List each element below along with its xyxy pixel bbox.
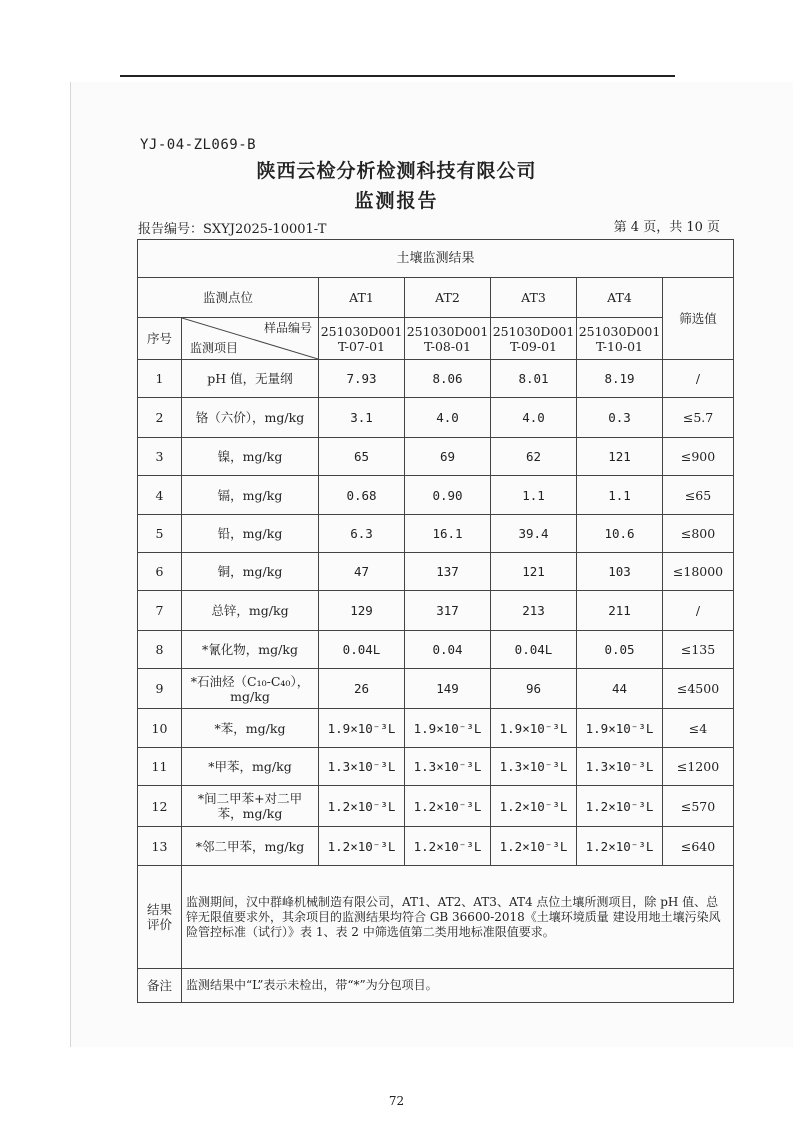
row-value: 121 [491,553,577,591]
sample-id: 251030D001 T-07-01 [319,318,405,360]
conclusion-row [138,866,734,969]
row-no: 10 [138,709,182,748]
row-value: 1.9×10⁻³L [319,709,405,748]
row-value: 121 [577,438,663,476]
row-value: 103 [577,553,663,591]
row-value: 1.3×10⁻³L [405,748,491,786]
table-row [138,398,734,438]
row-value: 0.04L [319,631,405,669]
row-value: 0.3 [577,398,663,438]
row-limit: ≤5.7 [663,398,734,438]
remark-row [138,969,734,1003]
row-value: 62 [491,438,577,476]
row-value: 1.2×10⁻³L [319,827,405,866]
sample-id: 251030D001 T-10-01 [577,318,663,360]
row-no: 12 [138,786,182,827]
table-row [138,786,734,827]
page-number: 72 [388,1094,405,1108]
table-row [138,438,734,476]
table-row [138,669,734,709]
point-at2: AT2 [405,278,491,318]
row-item: *间二甲苯+对二甲 苯，mg/kg [182,786,319,827]
row-limit: ≤4500 [663,669,734,709]
row-value: 1.2×10⁻³L [577,786,663,827]
row-value: 1.9×10⁻³L [491,709,577,748]
row-item: *邻二甲苯，mg/kg [182,827,319,866]
row-value: 129 [319,591,405,631]
row-no: 5 [138,515,182,553]
row-value: 3.1 [319,398,405,438]
row-value: 1.2×10⁻³L [491,786,577,827]
point-at1: AT1 [319,278,405,318]
conclusion-text: 监测期间，汉中群峰机械制造有限公司，AT1、AT2、AT3、AT4 点位土壤所测项目，除 pH 值、总锌无限值要求外，其余项目的监测结果均符合 GB 36600-2018《土壤环境质量 建设用地土壤污染风险管控标准（试行）》表 1、表 2 中筛选值第二类用地标准限值要求。 [182,866,734,969]
point-at4: AT4 [577,278,663,318]
table-row [138,827,734,866]
row-value: 1.9×10⁻³L [577,709,663,748]
row-value: 1.3×10⁻³L [577,748,663,786]
row-value: 8.01 [491,360,577,398]
row-value: 7.93 [319,360,405,398]
row-limit: ≤640 [663,827,734,866]
row-value: 1.3×10⁻³L [319,748,405,786]
row-item: pH 值，无量纲 [182,360,319,398]
row-value: 1.9×10⁻³L [405,709,491,748]
conclusion-label: 结果 评价 [138,866,182,969]
row-value: 1.2×10⁻³L [319,786,405,827]
top-rule [120,75,675,77]
row-value: 1.2×10⁻³L [577,827,663,866]
table-row [138,631,734,669]
sample-id: 251030D001 T-09-01 [491,318,577,360]
row-value: 1.2×10⁻³L [405,786,491,827]
row-item: *氰化物，mg/kg [182,631,319,669]
row-value: 8.19 [577,360,663,398]
row-item: 镍，mg/kg [182,438,319,476]
row-value: 213 [491,591,577,631]
page-info: 第 4 页，共 10 页 [613,220,720,235]
row-value: 6.3 [319,515,405,553]
screen-value-header: 筛选值 [663,278,734,360]
row-limit: ≤4 [663,709,734,748]
row-value: 0.90 [405,476,491,515]
row-value: 0.68 [319,476,405,515]
row-value: 39.4 [491,515,577,553]
row-value: 8.06 [405,360,491,398]
row-item: *石油烃（C₁₀-C₄₀）， mg/kg [182,669,319,709]
point-label: 监测点位 [138,278,319,318]
row-value: 211 [577,591,663,631]
table-row [138,360,734,398]
row-value: 4.0 [491,398,577,438]
row-value: 10.6 [577,515,663,553]
row-no: 8 [138,631,182,669]
row-limit: ≤65 [663,476,734,515]
row-value: 137 [405,553,491,591]
row-value: 1.2×10⁻³L [405,827,491,866]
row-item: *苯，mg/kg [182,709,319,748]
row-limit: ≤900 [663,438,734,476]
row-value: 1.3×10⁻³L [491,748,577,786]
table-row [138,591,734,631]
point-at3: AT3 [491,278,577,318]
sample-label: 样品编号 [263,321,312,335]
report-number: 报告编号：SXYJ2025-10001-T [138,222,327,237]
seq-header: 序号 [138,318,182,360]
diagonal-header [182,318,319,360]
section-title: 土壤监测结果 [138,240,734,278]
doc-code: YJ-04-ZL069-B [140,137,257,153]
row-no: 1 [138,360,182,398]
row-item: 镉，mg/kg [182,476,319,515]
row-item: 铬（六价），mg/kg [182,398,319,438]
row-value: 96 [491,669,577,709]
row-no: 7 [138,591,182,631]
table-row [138,476,734,515]
report-title: 监测报告 [354,190,439,212]
row-item: 总锌，mg/kg [182,591,319,631]
row-value: 26 [319,669,405,709]
remark-label: 备注 [138,969,182,1003]
row-value: 65 [319,438,405,476]
row-value: 44 [577,669,663,709]
row-no: 11 [138,748,182,786]
row-item: *甲苯，mg/kg [182,748,319,786]
row-limit: ≤1200 [663,748,734,786]
row-value: 1.1 [577,476,663,515]
row-value: 0.04L [491,631,577,669]
table-row [138,515,734,553]
row-no: 4 [138,476,182,515]
sample-id: 251030D001 T-08-01 [405,318,491,360]
row-value: 69 [405,438,491,476]
row-value: 16.1 [405,515,491,553]
row-value: 149 [405,669,491,709]
row-value: 317 [405,591,491,631]
table-row [138,553,734,591]
row-limit: ≤135 [663,631,734,669]
company-name: 陕西云检分析检测科技有限公司 [256,160,537,182]
row-no: 6 [138,553,182,591]
row-no: 9 [138,669,182,709]
row-value: 0.05 [577,631,663,669]
item-label: 监测项目 [190,341,239,355]
row-no: 3 [138,438,182,476]
row-item: 铜，mg/kg [182,553,319,591]
soil-results-table [137,239,734,1003]
row-limit: ≤800 [663,515,734,553]
row-no: 13 [138,827,182,866]
row-value: 47 [319,553,405,591]
remark-text: 监测结果中“L”表示未检出，带“*”为分包项目。 [182,969,734,1003]
row-limit: / [663,591,734,631]
row-limit: ≤570 [663,786,734,827]
row-item: 铅，mg/kg [182,515,319,553]
row-value: 0.04 [405,631,491,669]
row-value: 1.1 [491,476,577,515]
table-row [138,709,734,748]
row-value: 4.0 [405,398,491,438]
row-limit: / [663,360,734,398]
row-value: 1.2×10⁻³L [491,827,577,866]
row-limit: ≤18000 [663,553,734,591]
table-row [138,748,734,786]
row-no: 2 [138,398,182,438]
